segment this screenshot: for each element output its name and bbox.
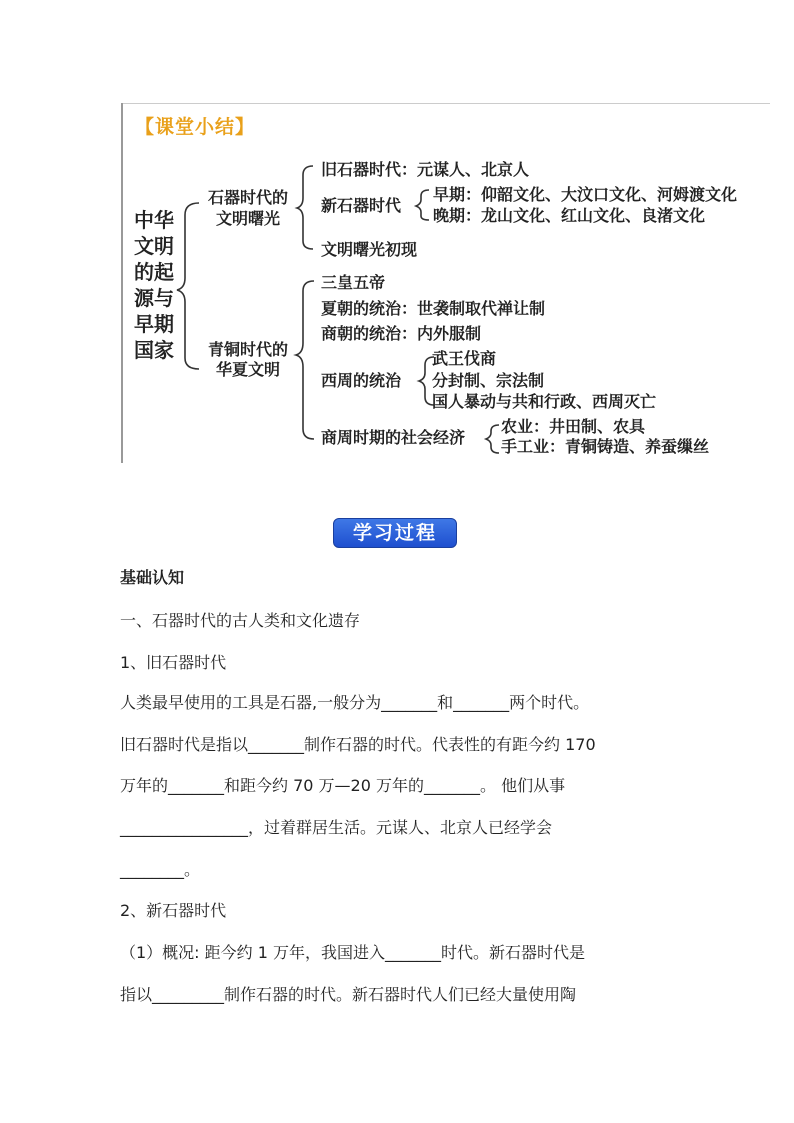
paragraph-line: ________。 (120, 860, 201, 879)
node-western-zhou: 西周的统治 (321, 371, 402, 390)
branch1-label-line1: 石器时代的 (208, 188, 289, 207)
subheading-neolithic: 2、新石器时代 (120, 901, 227, 920)
node-economy: 商周时期的社会经济 (321, 428, 466, 447)
section-heading: 基础认知 (120, 568, 185, 587)
node-neolithic-early: 早期：仰韶文化、大汶口文化、河姆渡文化 (433, 185, 738, 204)
node-agriculture: 农业：井田制、农具 (501, 417, 646, 436)
heading-stone-age: 一、石器时代的古人类和文化遗存 (120, 611, 361, 630)
paragraph-line: ________________，过着群居生活。元谋人、北京人已经学会 (120, 818, 553, 837)
paragraph-line: 万年的_______和距今约 70 万—20 万年的_______。 他们从事 (120, 776, 566, 795)
paragraph-line: 指以_________制作石器的时代。新石器时代人们已经大量使用陶 (120, 985, 577, 1004)
mindmap-root: 中华文明的起源与早期国家 (134, 208, 174, 362)
branch1-label-line2: 文明曙光 (216, 209, 281, 228)
node-western-zhou-3: 国人暴动与共和行政、西周灭亡 (432, 392, 657, 411)
node-handicraft: 手工业：青铜铸造、养蚕缫丝 (501, 437, 710, 456)
node-western-zhou-2: 分封制、宗法制 (432, 371, 545, 390)
subheading-paleolithic: 1、旧石器时代 (120, 653, 227, 672)
node-neolithic-late: 晚期：龙山文化、红山文化、良渚文化 (433, 206, 706, 225)
paragraph-line: 旧石器时代是指以_______制作石器的时代。代表性的有距今约 170 (120, 735, 596, 754)
branch2-label-line2: 华夏文明 (216, 360, 281, 379)
node-neolithic: 新石器时代 (321, 196, 402, 215)
summary-title: 【课堂小结】 (135, 116, 256, 138)
class-summary-panel (121, 103, 770, 463)
node-xia-rule: 夏朝的统治：世袭制取代禅让制 (321, 299, 546, 318)
branch2-label-line1: 青铜时代的 (208, 340, 289, 359)
paragraph-line: 人类最早使用的工具是石器,一般分为_______和_______两个时代。 (120, 693, 590, 712)
node-sanhuang-wudi: 三皇五帝 (321, 273, 386, 292)
node-paleolithic: 旧石器时代：元谋人、北京人 (321, 160, 530, 179)
node-shang-rule: 商朝的统治：内外服制 (321, 324, 482, 343)
study-process-banner: 学习过程 (333, 518, 457, 548)
node-western-zhou-1: 武王伐商 (432, 349, 497, 368)
node-civilization-dawn: 文明曙光初现 (321, 240, 418, 259)
paragraph-line: （1）概况: 距今约 1 万年，我国进入_______时代。新石器时代是 (120, 943, 586, 962)
